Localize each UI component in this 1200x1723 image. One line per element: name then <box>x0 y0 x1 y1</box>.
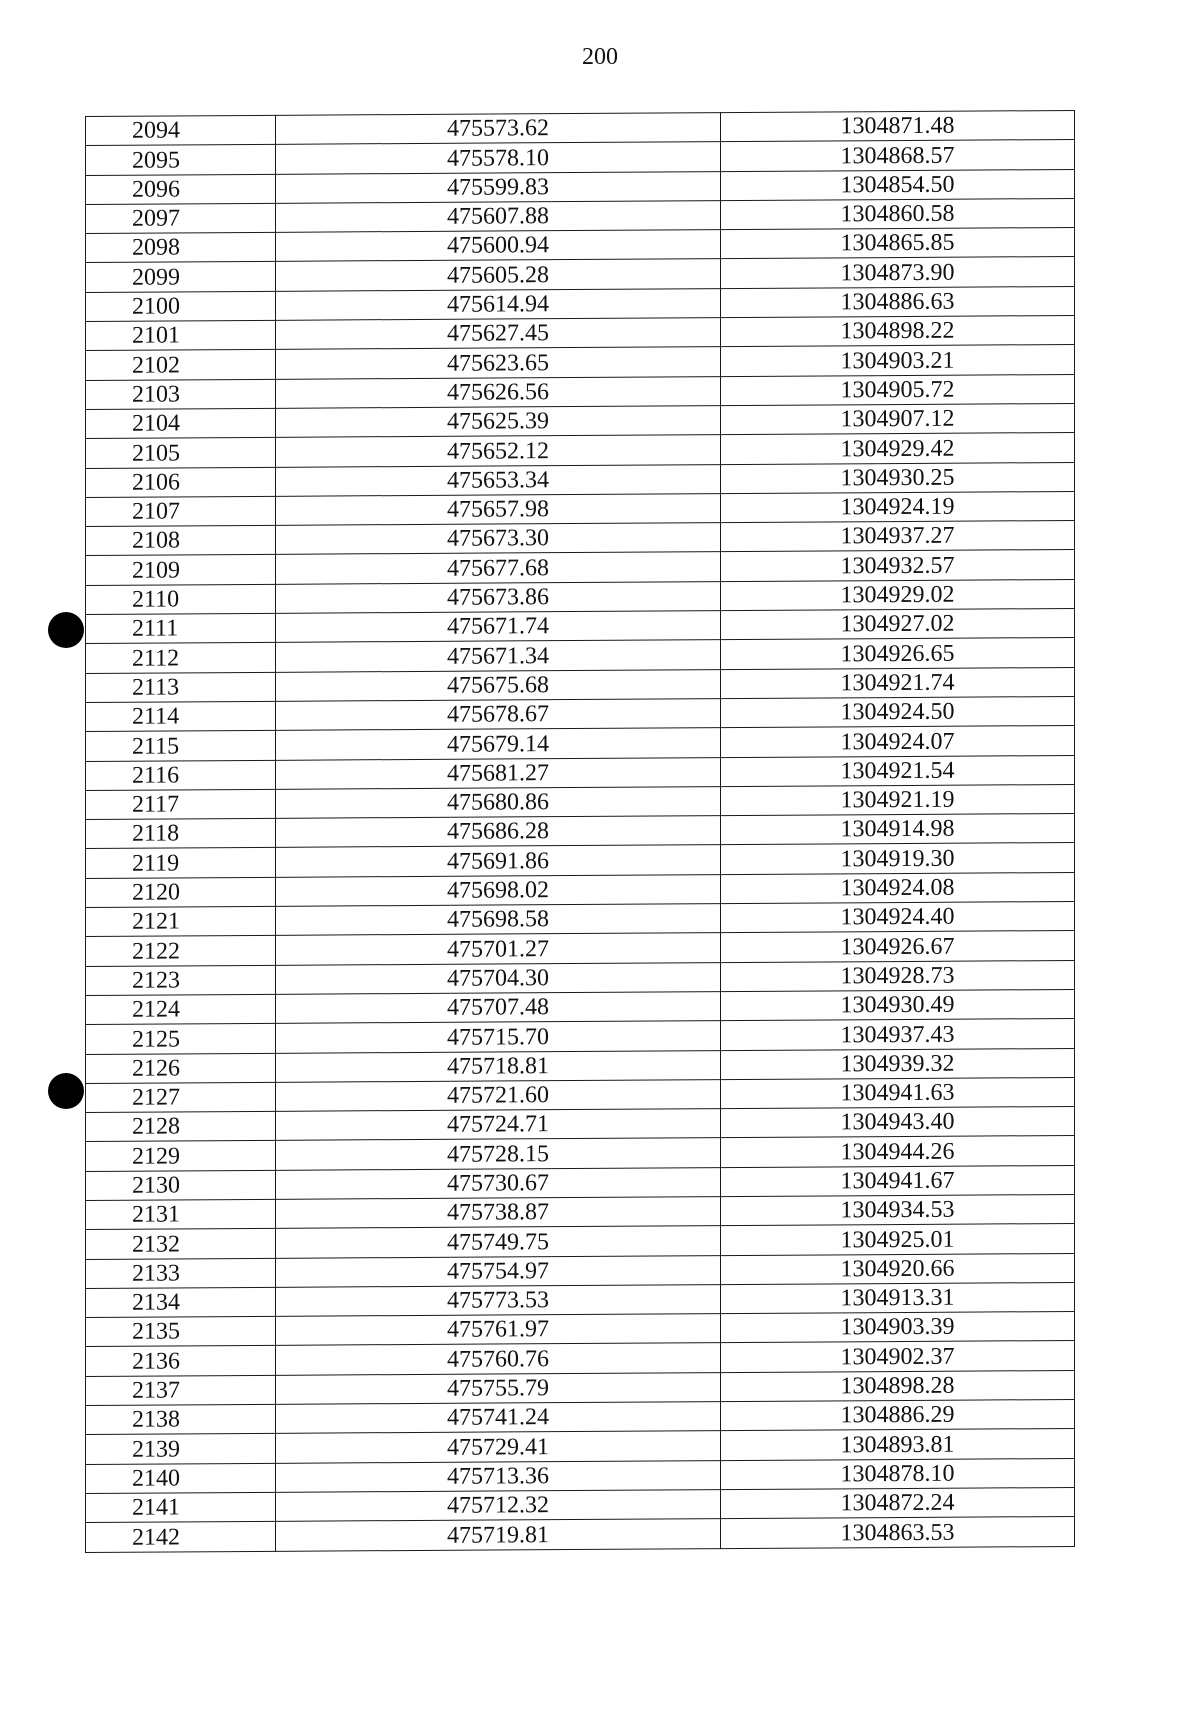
point-id-cell: 2131 <box>86 1199 276 1229</box>
point-id-cell: 2100 <box>86 291 276 321</box>
x-coordinate-cell: 475729.41 <box>276 1431 721 1463</box>
x-coordinate-cell: 475678.67 <box>276 699 721 731</box>
point-id-cell: 2122 <box>86 936 276 966</box>
point-id-cell: 2106 <box>86 467 276 497</box>
y-coordinate-cell: 1304872.24 <box>721 1487 1075 1518</box>
point-id-cell: 2118 <box>86 818 276 848</box>
x-coordinate-cell: 475675.68 <box>276 669 721 701</box>
y-coordinate-cell: 1304941.67 <box>721 1165 1075 1196</box>
coordinates-table-wrapper <box>85 110 1025 1552</box>
point-id-cell: 2110 <box>86 584 276 614</box>
x-coordinate-cell: 475652.12 <box>276 435 721 467</box>
x-coordinate-cell: 475623.65 <box>276 347 721 379</box>
point-id-cell: 2141 <box>86 1492 276 1522</box>
y-coordinate-cell: 1304926.65 <box>721 638 1075 669</box>
y-coordinate-cell: 1304927.02 <box>721 609 1075 640</box>
point-id-cell: 2109 <box>86 555 276 585</box>
x-coordinate-cell: 475728.15 <box>276 1138 721 1170</box>
x-coordinate-cell: 475719.81 <box>276 1519 721 1551</box>
point-id-cell: 2097 <box>86 203 276 233</box>
y-coordinate-cell: 1304886.29 <box>721 1400 1075 1431</box>
y-coordinate-cell: 1304865.85 <box>721 228 1075 259</box>
page-number: 200 <box>582 44 618 70</box>
x-coordinate-cell: 475704.30 <box>276 962 721 994</box>
y-coordinate-cell: 1304921.19 <box>721 784 1075 815</box>
x-coordinate-cell: 475679.14 <box>276 728 721 760</box>
x-coordinate-cell: 475626.56 <box>276 376 721 408</box>
y-coordinate-cell: 1304920.66 <box>721 1253 1075 1284</box>
point-id-cell: 2133 <box>86 1258 276 1288</box>
y-coordinate-cell: 1304902.37 <box>721 1341 1075 1372</box>
point-id-cell: 2103 <box>86 379 276 409</box>
y-coordinate-cell: 1304934.53 <box>721 1194 1075 1225</box>
x-coordinate-cell: 475600.94 <box>276 230 721 262</box>
x-coordinate-cell: 475712.32 <box>276 1490 721 1522</box>
point-id-cell: 2096 <box>86 174 276 204</box>
point-id-cell: 2112 <box>86 643 276 673</box>
y-coordinate-cell: 1304854.50 <box>721 169 1075 200</box>
point-id-cell: 2111 <box>86 613 276 643</box>
y-coordinate-cell: 1304898.28 <box>721 1370 1075 1401</box>
x-coordinate-cell: 475698.58 <box>276 904 721 936</box>
point-id-cell: 2098 <box>86 233 276 263</box>
x-coordinate-cell: 475677.68 <box>276 552 721 584</box>
y-coordinate-cell: 1304928.73 <box>721 960 1075 991</box>
x-coordinate-cell: 475718.81 <box>276 1050 721 1082</box>
x-coordinate-cell: 475573.62 <box>276 113 721 145</box>
point-id-cell: 2121 <box>86 906 276 936</box>
x-coordinate-cell: 475691.86 <box>276 845 721 877</box>
point-id-cell: 2101 <box>86 320 276 350</box>
point-id-cell: 2113 <box>86 672 276 702</box>
y-coordinate-cell: 1304886.63 <box>721 286 1075 317</box>
y-coordinate-cell: 1304898.22 <box>721 316 1075 347</box>
point-id-cell: 2094 <box>86 115 276 145</box>
point-id-cell: 2138 <box>86 1404 276 1434</box>
x-coordinate-cell: 475680.86 <box>276 786 721 818</box>
y-coordinate-cell: 1304926.67 <box>721 931 1075 962</box>
x-coordinate-cell: 475625.39 <box>276 406 721 438</box>
point-id-cell: 2126 <box>86 1053 276 1083</box>
x-coordinate-cell: 475671.74 <box>276 611 721 643</box>
y-coordinate-cell: 1304919.30 <box>721 843 1075 874</box>
point-id-cell: 2137 <box>86 1375 276 1405</box>
point-id-cell: 2119 <box>86 848 276 878</box>
x-coordinate-cell: 475701.27 <box>276 933 721 965</box>
point-id-cell: 2139 <box>86 1434 276 1464</box>
point-id-cell: 2115 <box>86 731 276 761</box>
y-coordinate-cell: 1304932.57 <box>721 550 1075 581</box>
point-id-cell: 2125 <box>86 1024 276 1054</box>
y-coordinate-cell: 1304903.39 <box>721 1312 1075 1343</box>
x-coordinate-cell: 475715.70 <box>276 1021 721 1053</box>
x-coordinate-cell: 475724.71 <box>276 1109 721 1141</box>
x-coordinate-cell: 475673.86 <box>276 581 721 613</box>
y-coordinate-cell: 1304937.43 <box>721 1019 1075 1050</box>
point-id-cell: 2135 <box>86 1317 276 1347</box>
y-coordinate-cell: 1304939.32 <box>721 1048 1075 1079</box>
x-coordinate-cell: 475730.67 <box>276 1167 721 1199</box>
y-coordinate-cell: 1304943.40 <box>721 1107 1075 1138</box>
y-coordinate-cell: 1304914.98 <box>721 814 1075 845</box>
y-coordinate-cell: 1304929.02 <box>721 579 1075 610</box>
x-coordinate-cell: 475755.79 <box>276 1372 721 1404</box>
y-coordinate-cell: 1304921.74 <box>721 667 1075 698</box>
x-coordinate-cell: 475627.45 <box>276 318 721 350</box>
x-coordinate-cell: 475653.34 <box>276 464 721 496</box>
x-coordinate-cell: 475741.24 <box>276 1402 721 1434</box>
point-id-cell: 2129 <box>86 1141 276 1171</box>
y-coordinate-cell: 1304913.31 <box>721 1282 1075 1313</box>
point-id-cell: 2114 <box>86 701 276 731</box>
point-id-cell: 2102 <box>86 350 276 380</box>
point-id-cell: 2104 <box>86 408 276 438</box>
x-coordinate-cell: 475671.34 <box>276 640 721 672</box>
point-id-cell: 2130 <box>86 1170 276 1200</box>
y-coordinate-cell: 1304924.07 <box>721 726 1075 757</box>
point-id-cell: 2120 <box>86 877 276 907</box>
x-coordinate-cell: 475761.97 <box>276 1314 721 1346</box>
point-id-cell: 2108 <box>86 525 276 555</box>
x-coordinate-cell: 475721.60 <box>276 1079 721 1111</box>
point-id-cell: 2134 <box>86 1287 276 1317</box>
y-coordinate-cell: 1304937.27 <box>721 521 1075 552</box>
x-coordinate-cell: 475754.97 <box>276 1255 721 1287</box>
y-coordinate-cell: 1304924.08 <box>721 872 1075 903</box>
x-coordinate-cell: 475578.10 <box>276 142 721 174</box>
x-coordinate-cell: 475707.48 <box>276 992 721 1024</box>
point-id-cell: 2099 <box>86 262 276 292</box>
x-coordinate-cell: 475713.36 <box>276 1460 721 1492</box>
x-coordinate-cell: 475607.88 <box>276 201 721 233</box>
point-id-cell: 2128 <box>86 1111 276 1141</box>
table-row <box>86 1517 1075 1552</box>
x-coordinate-cell: 475698.02 <box>276 874 721 906</box>
point-id-cell: 2117 <box>86 789 276 819</box>
point-id-cell: 2116 <box>86 760 276 790</box>
y-coordinate-cell: 1304903.21 <box>721 345 1075 376</box>
x-coordinate-cell: 475773.53 <box>276 1284 721 1316</box>
point-id-cell: 2124 <box>86 994 276 1024</box>
y-coordinate-cell: 1304863.53 <box>721 1517 1075 1548</box>
y-coordinate-cell: 1304868.57 <box>721 140 1075 171</box>
x-coordinate-cell: 475673.30 <box>276 523 721 555</box>
y-coordinate-cell: 1304873.90 <box>721 257 1075 288</box>
y-coordinate-cell: 1304930.49 <box>721 989 1075 1020</box>
punch-hole-mark-upper <box>48 612 84 648</box>
x-coordinate-cell: 475760.76 <box>276 1343 721 1375</box>
y-coordinate-cell: 1304893.81 <box>721 1429 1075 1460</box>
point-id-cell: 2095 <box>86 145 276 175</box>
y-coordinate-cell: 1304907.12 <box>721 403 1075 434</box>
x-coordinate-cell: 475681.27 <box>276 757 721 789</box>
y-coordinate-cell: 1304921.54 <box>721 755 1075 786</box>
x-coordinate-cell: 475749.75 <box>276 1226 721 1258</box>
y-coordinate-cell: 1304925.01 <box>721 1224 1075 1255</box>
y-coordinate-cell: 1304924.50 <box>721 696 1075 727</box>
y-coordinate-cell: 1304944.26 <box>721 1136 1075 1167</box>
x-coordinate-cell: 475657.98 <box>276 493 721 525</box>
y-coordinate-cell: 1304930.25 <box>721 462 1075 493</box>
point-id-cell: 2142 <box>86 1522 276 1552</box>
point-id-cell: 2136 <box>86 1346 276 1376</box>
point-id-cell: 2123 <box>86 965 276 995</box>
point-id-cell: 2140 <box>86 1463 276 1493</box>
coordinates-table <box>85 110 1075 1553</box>
x-coordinate-cell: 475599.83 <box>276 171 721 203</box>
y-coordinate-cell: 1304941.63 <box>721 1077 1075 1108</box>
y-coordinate-cell: 1304929.42 <box>721 433 1075 464</box>
x-coordinate-cell: 475605.28 <box>276 259 721 291</box>
point-id-cell: 2107 <box>86 496 276 526</box>
y-coordinate-cell: 1304878.10 <box>721 1458 1075 1489</box>
point-id-cell: 2127 <box>86 1082 276 1112</box>
x-coordinate-cell: 475738.87 <box>276 1197 721 1229</box>
y-coordinate-cell: 1304924.40 <box>721 901 1075 932</box>
x-coordinate-cell: 475614.94 <box>276 288 721 320</box>
y-coordinate-cell: 1304860.58 <box>721 198 1075 229</box>
coordinates-table-body <box>86 110 1075 1552</box>
punch-hole-mark-lower <box>48 1073 84 1109</box>
y-coordinate-cell: 1304905.72 <box>721 374 1075 405</box>
point-id-cell: 2132 <box>86 1229 276 1259</box>
y-coordinate-cell: 1304871.48 <box>721 110 1075 141</box>
y-coordinate-cell: 1304924.19 <box>721 491 1075 522</box>
x-coordinate-cell: 475686.28 <box>276 816 721 848</box>
point-id-cell: 2105 <box>86 438 276 468</box>
